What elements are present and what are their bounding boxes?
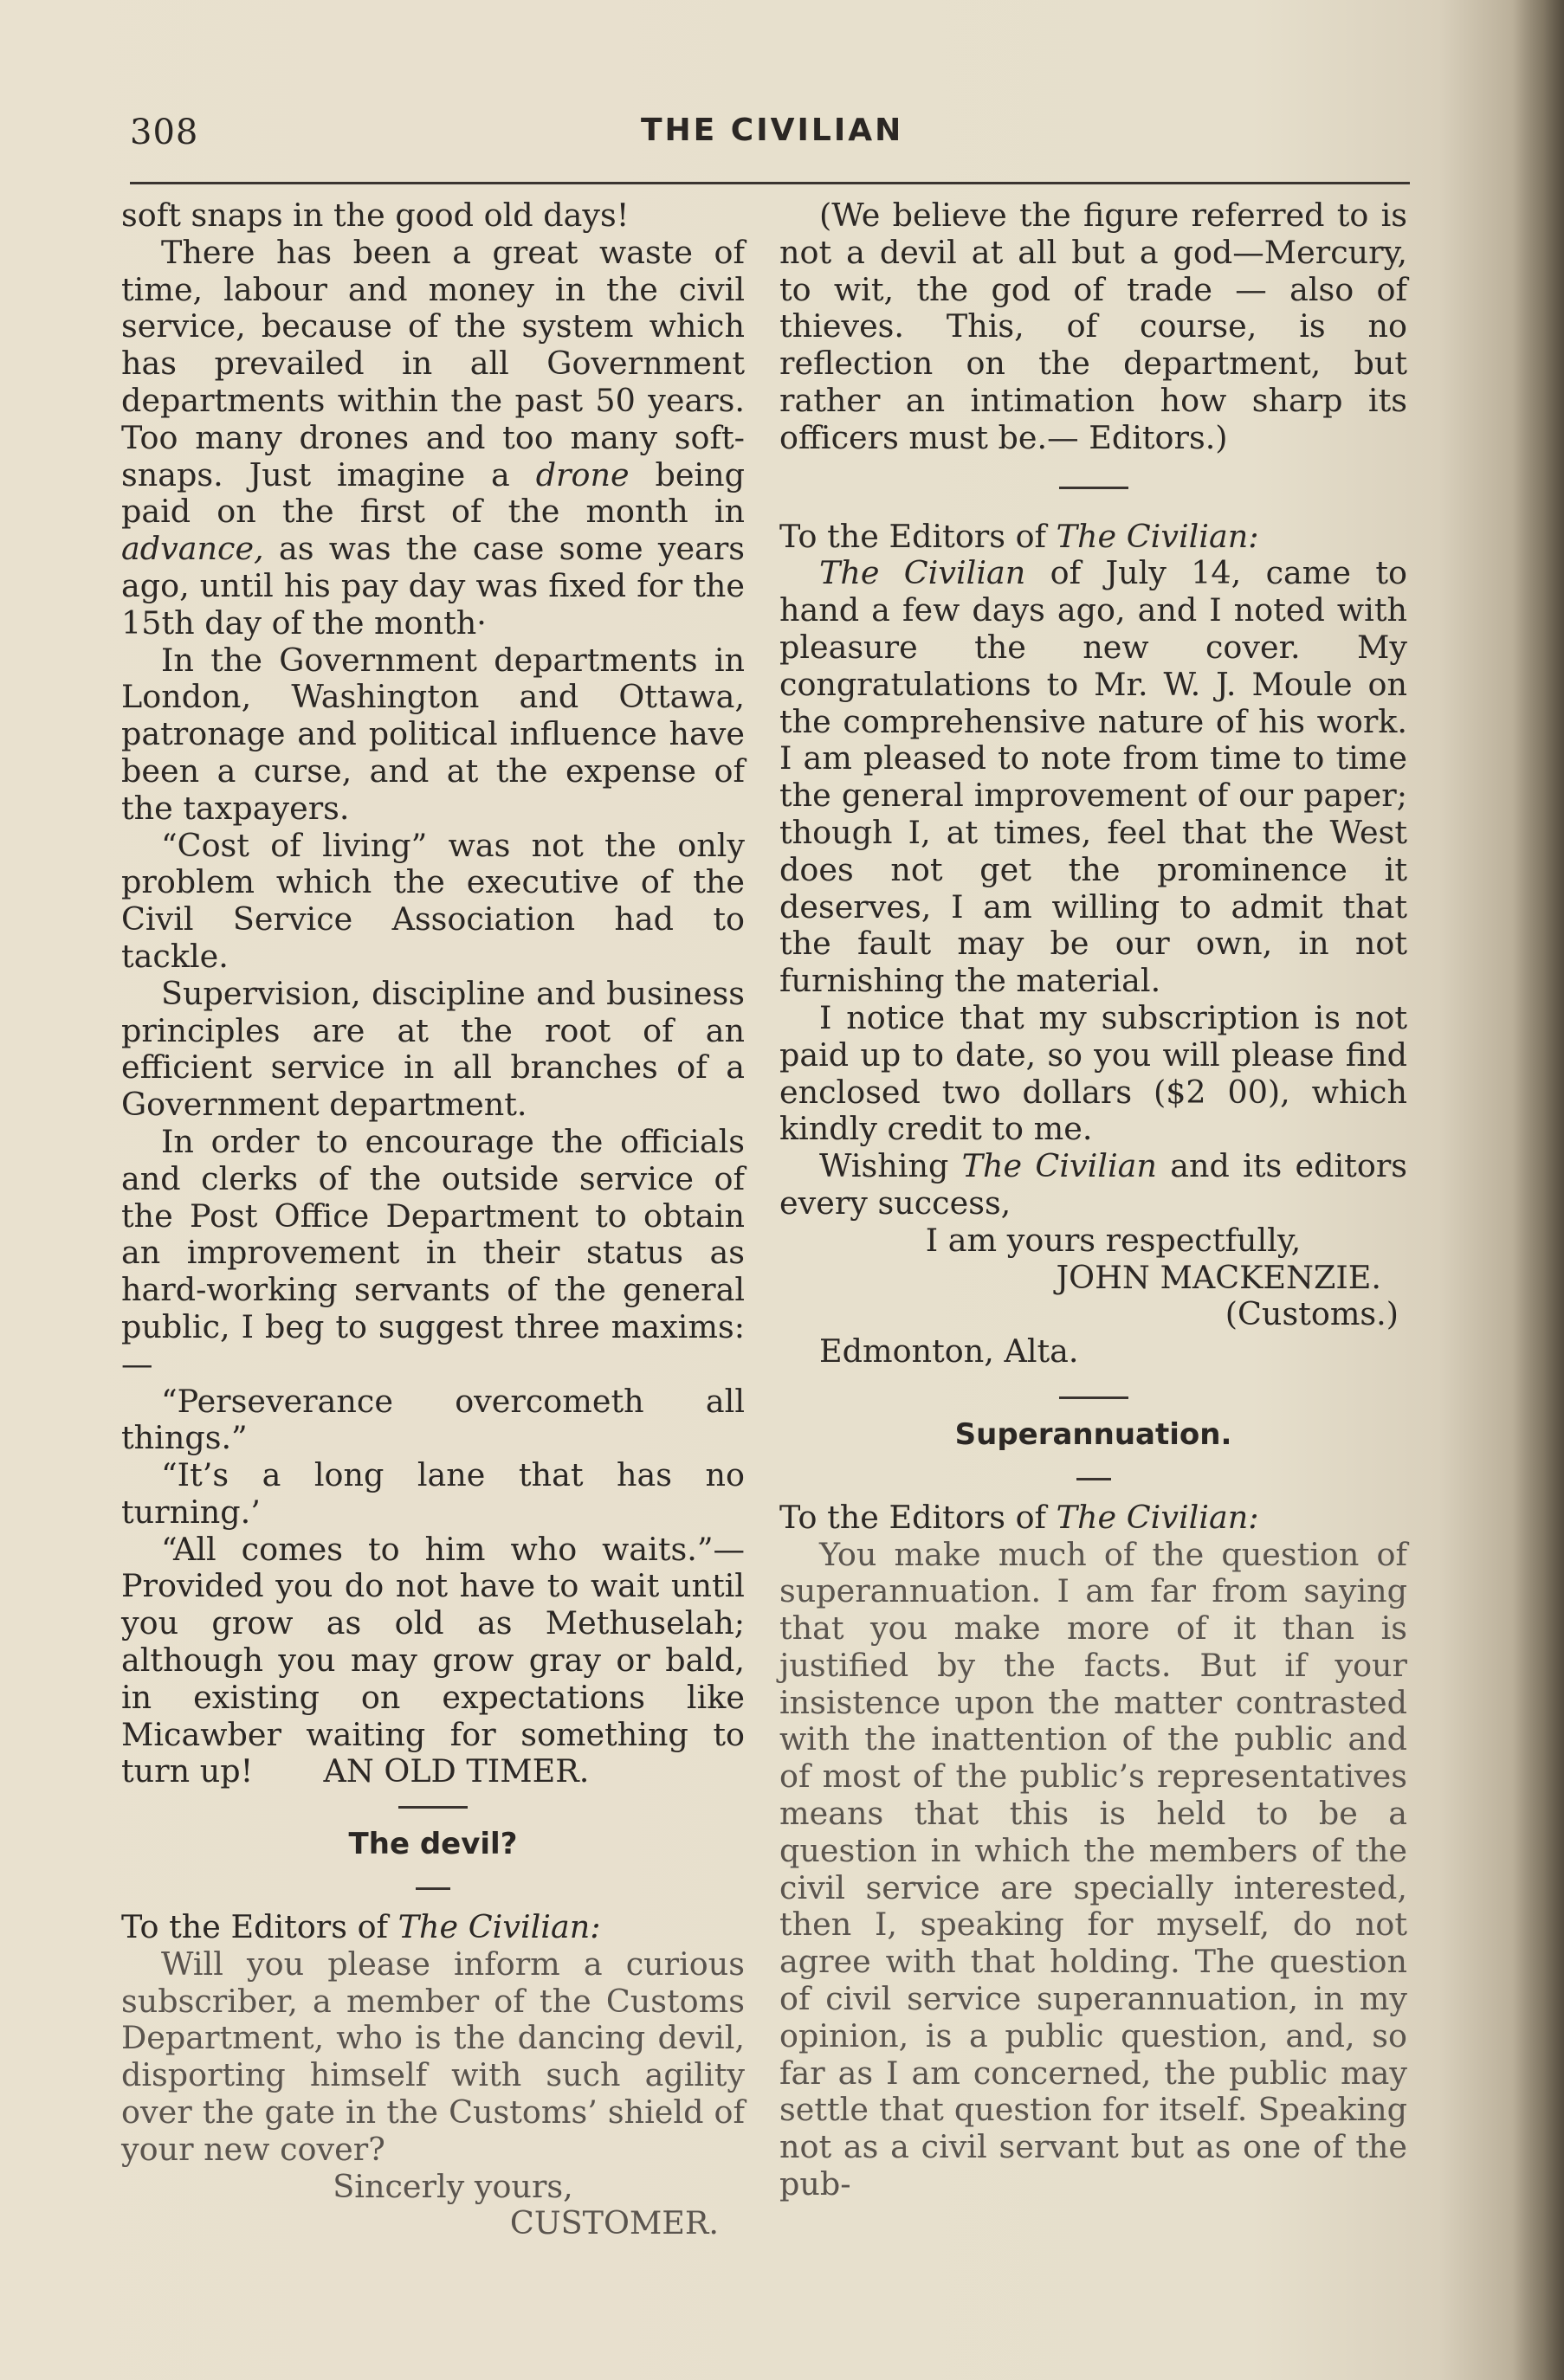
header-rule (130, 182, 1410, 184)
text-run: and its editors every success, (779, 1147, 1407, 1222)
paragraph: Supervision, discipline and business principles are at the root of an efficient service in all branches of a Government department. (121, 974, 745, 1124)
closing: Sincerly yours, (333, 2167, 573, 2205)
paragraph: I notice that my subscription is not paid up to date, so you will please find enclosed two dollars ($2 00), which kindly credit to me. (779, 998, 1407, 1148)
text-run: being paid on the first of the month in (121, 455, 745, 531)
paragraph (121, 235, 745, 642)
signature: CUSTOMER. (509, 2204, 719, 2242)
section-rule (1059, 487, 1128, 489)
text-run: To the Editors of (121, 1908, 398, 1946)
text-run: To the Editors of (779, 1498, 1057, 1536)
paragraph: In the Government departments in London, Washington and Ottawa, patronage and political influence have been a curse, and at the expense of the taxpayers. (121, 641, 745, 827)
text-run: To the Editors of (779, 517, 1057, 555)
left-column (121, 197, 745, 2242)
paragraph: “Cost of living” was not the only problem which the executive of the Civil Service Association had to tackle. (121, 826, 745, 975)
paragraph: You make much of the question of superannuation. I am far from saying that you make more of it than is justified by the facts. But if your insistence upon the matter contrasted with the inattention of the public and of most of the public’s representatives means that this is held to be a question in which the members of the civil service are specially interested, then I, speaking for myself, do not agree with that holding. The question of civil service superannuation, in my opinion, is a public question, and, so far as I am concerned, the public may settle that question for itself. Speaking not as a civil servant but as one of the pub- (779, 1535, 1407, 2203)
heading-rule (1076, 1478, 1111, 1480)
page-header (130, 113, 1410, 164)
section-heading: The devil? (348, 1827, 518, 1862)
maxim: “Perseverance overcometh all things.” (121, 1382, 745, 1457)
maxim (121, 1532, 745, 1791)
place: Edmonton, Alta. (819, 1332, 1079, 1371)
signature: JOHN MACKENZIE. (1056, 1258, 1381, 1296)
salutation (779, 519, 1407, 556)
italic-text: drone (535, 455, 630, 493)
paragraph: Will you please inform a curious subscriber, a member of the Customs Department, who is the dancing devil, disporting himself with such agility over the gate in the Customs’ shield of your new cover? (121, 1945, 745, 2168)
right-column (779, 197, 1407, 2203)
text-run: as was the case some years ago, until his pay day was fixed for the 15th day of the month· (121, 530, 745, 642)
signature: AN OLD TIMER. (323, 1752, 590, 1790)
paragraph (779, 555, 1407, 1000)
text-run: of July 14, came to hand a few days ago, and I noted with pleasure the new cover. My congratulations to Mr. W. J. Moule on the comprehensive nature of his work. I am pleased to note from time to time the general improvement of our paper; though I, at times, feel that the West does not get the prominence it deserves, I am willing to admit that the fault may be our own, in not furnishing the material. (779, 554, 1407, 1000)
section-rule (1059, 1396, 1128, 1399)
italic-text: The Civilian: (1056, 1498, 1259, 1536)
text-run: “All comes to him who waits.”—Provided you do not have to wait until you grow as old as Methuselah; although you may grow gray or bald, in existing on expectations like Micawber waiting for something to turn up! (121, 1530, 745, 1790)
section-heading: Superannuation. (954, 1416, 1232, 1452)
signature-department: (Customs.) (1225, 1295, 1399, 1333)
closing: I am yours respectfully, (925, 1221, 1302, 1259)
italic-text: The Civilian: (397, 1908, 601, 1946)
salutation (121, 1909, 745, 1946)
paragraph: soft snaps in the good old days! (121, 197, 630, 234)
section-rule (398, 1806, 468, 1809)
page-number: 308 (130, 113, 199, 152)
paragraph (779, 1148, 1407, 1222)
book-spine-shadow (1512, 0, 1564, 2380)
text-run: Wishing (819, 1147, 962, 1185)
italic-text: The Civilian (819, 554, 1026, 592)
paragraph: In order to encourage the officials and clerks of the outside service of the Post Office Department to obtain an improvement in their status as hard-working servants of the general public, I beg to suggest three maxims:— (121, 1122, 745, 1383)
heading-rule (416, 1887, 450, 1890)
italic-text: The Civilian: (1056, 517, 1259, 555)
maxim: “It’s a long lane that has no turning.’ (121, 1456, 745, 1531)
editor-note: (We believe the figure referred to is not a devil at all but a god—Mercury, to wit, the god of trade — also of thieves. This, of course, is no reflection on the department, but rather an intimation how sharp its officers must be.— Editors.) (779, 197, 1407, 456)
italic-text: The Civilian (961, 1147, 1157, 1185)
italic-text: advance, (121, 530, 264, 568)
salutation (779, 1500, 1407, 1537)
text-run: There has been a great waste of time, labour and money in the civil service, because of the system which has prevailed in all Government departments within the past 50 years. Too many drones and too many soft-snaps. Just imagine a (121, 233, 745, 493)
running-title: THE CIVILIAN (641, 113, 904, 148)
